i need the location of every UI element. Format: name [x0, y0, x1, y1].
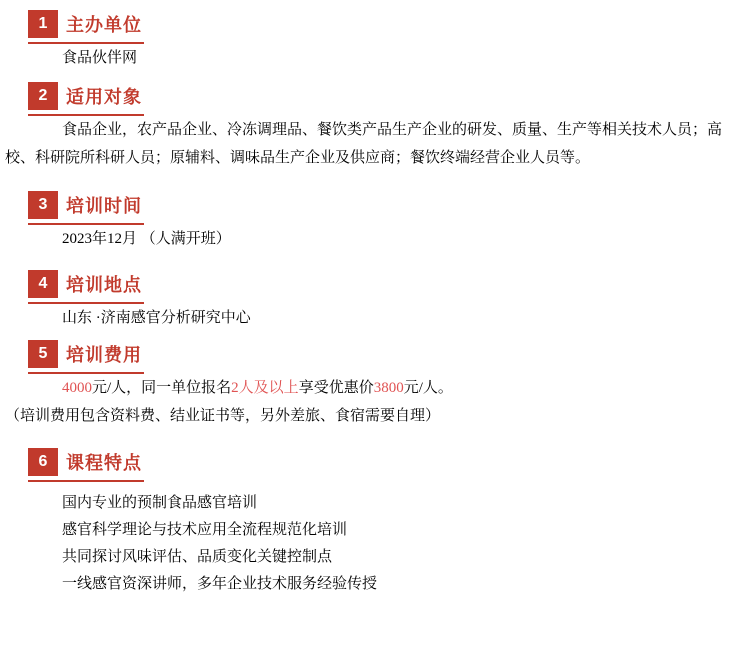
fee-discount-price: 3800	[373, 380, 404, 396]
training-time: 2023年12月 （人满开班）	[62, 231, 231, 247]
section-header-audience	[28, 82, 144, 116]
section-header-time	[28, 191, 144, 225]
section-location	[0, 270, 733, 332]
section-title: 适用对象	[66, 87, 142, 107]
organizer-name: 食品伙伴网	[62, 50, 138, 66]
section-audience	[0, 82, 733, 172]
section-number-badge: 6	[28, 448, 58, 476]
section-header-fee	[28, 340, 144, 374]
feature-item: 国内专业的预制食品感官培训	[62, 495, 258, 511]
section-number-badge: 4	[28, 270, 58, 298]
feature-item: 感官科学理论与技术应用全流程规范化培训	[62, 522, 348, 538]
section-header-features	[28, 448, 144, 482]
section-fee	[0, 340, 733, 430]
section-title: 课程特点	[66, 453, 142, 473]
fee-price: 4000	[62, 380, 92, 396]
section-number-badge: 1	[28, 10, 58, 38]
section-title: 主办单位	[66, 15, 142, 35]
feature-item: 共同探讨风味评估、品质变化关键控制点	[62, 549, 333, 565]
feature-list	[0, 490, 733, 598]
fee-text: 元/人。	[403, 380, 453, 396]
fee-text: 元/人，同一单位报名	[92, 380, 232, 396]
section-header-location	[28, 270, 144, 304]
section-features	[0, 448, 733, 598]
fee-discount-condition: 2人及以上	[231, 380, 299, 396]
feature-item: 一线感官资深讲师，多年企业技术服务经验传授	[62, 576, 378, 592]
section-number-badge: 2	[28, 82, 58, 110]
audience-paragraph: 食品企业，农产品企业、冷冻调理品、餐饮类产品生产企业的研发、质量、生产等相关技术人员；高校、科研院所科研人员；原辅料、调味品生产企业及供应商；餐饮终端经营企业人员等。	[5, 122, 723, 166]
section-time	[0, 191, 733, 253]
section-header-organizer	[28, 10, 144, 44]
fee-line	[5, 374, 728, 402]
section-number-badge: 5	[28, 340, 58, 368]
fee-text: 享受优惠价	[298, 380, 374, 396]
section-title: 培训地点	[66, 275, 142, 295]
fee-note: （培训费用包含资料费、结业证书等，另外差旅、食宿需要自理）	[5, 408, 441, 424]
section-title: 培训费用	[66, 345, 142, 365]
training-location: 山东 ·济南感官分析研究中心	[62, 310, 251, 326]
section-title: 培训时间	[66, 196, 142, 216]
section-organizer	[0, 10, 733, 72]
section-number-badge: 3	[28, 191, 58, 219]
